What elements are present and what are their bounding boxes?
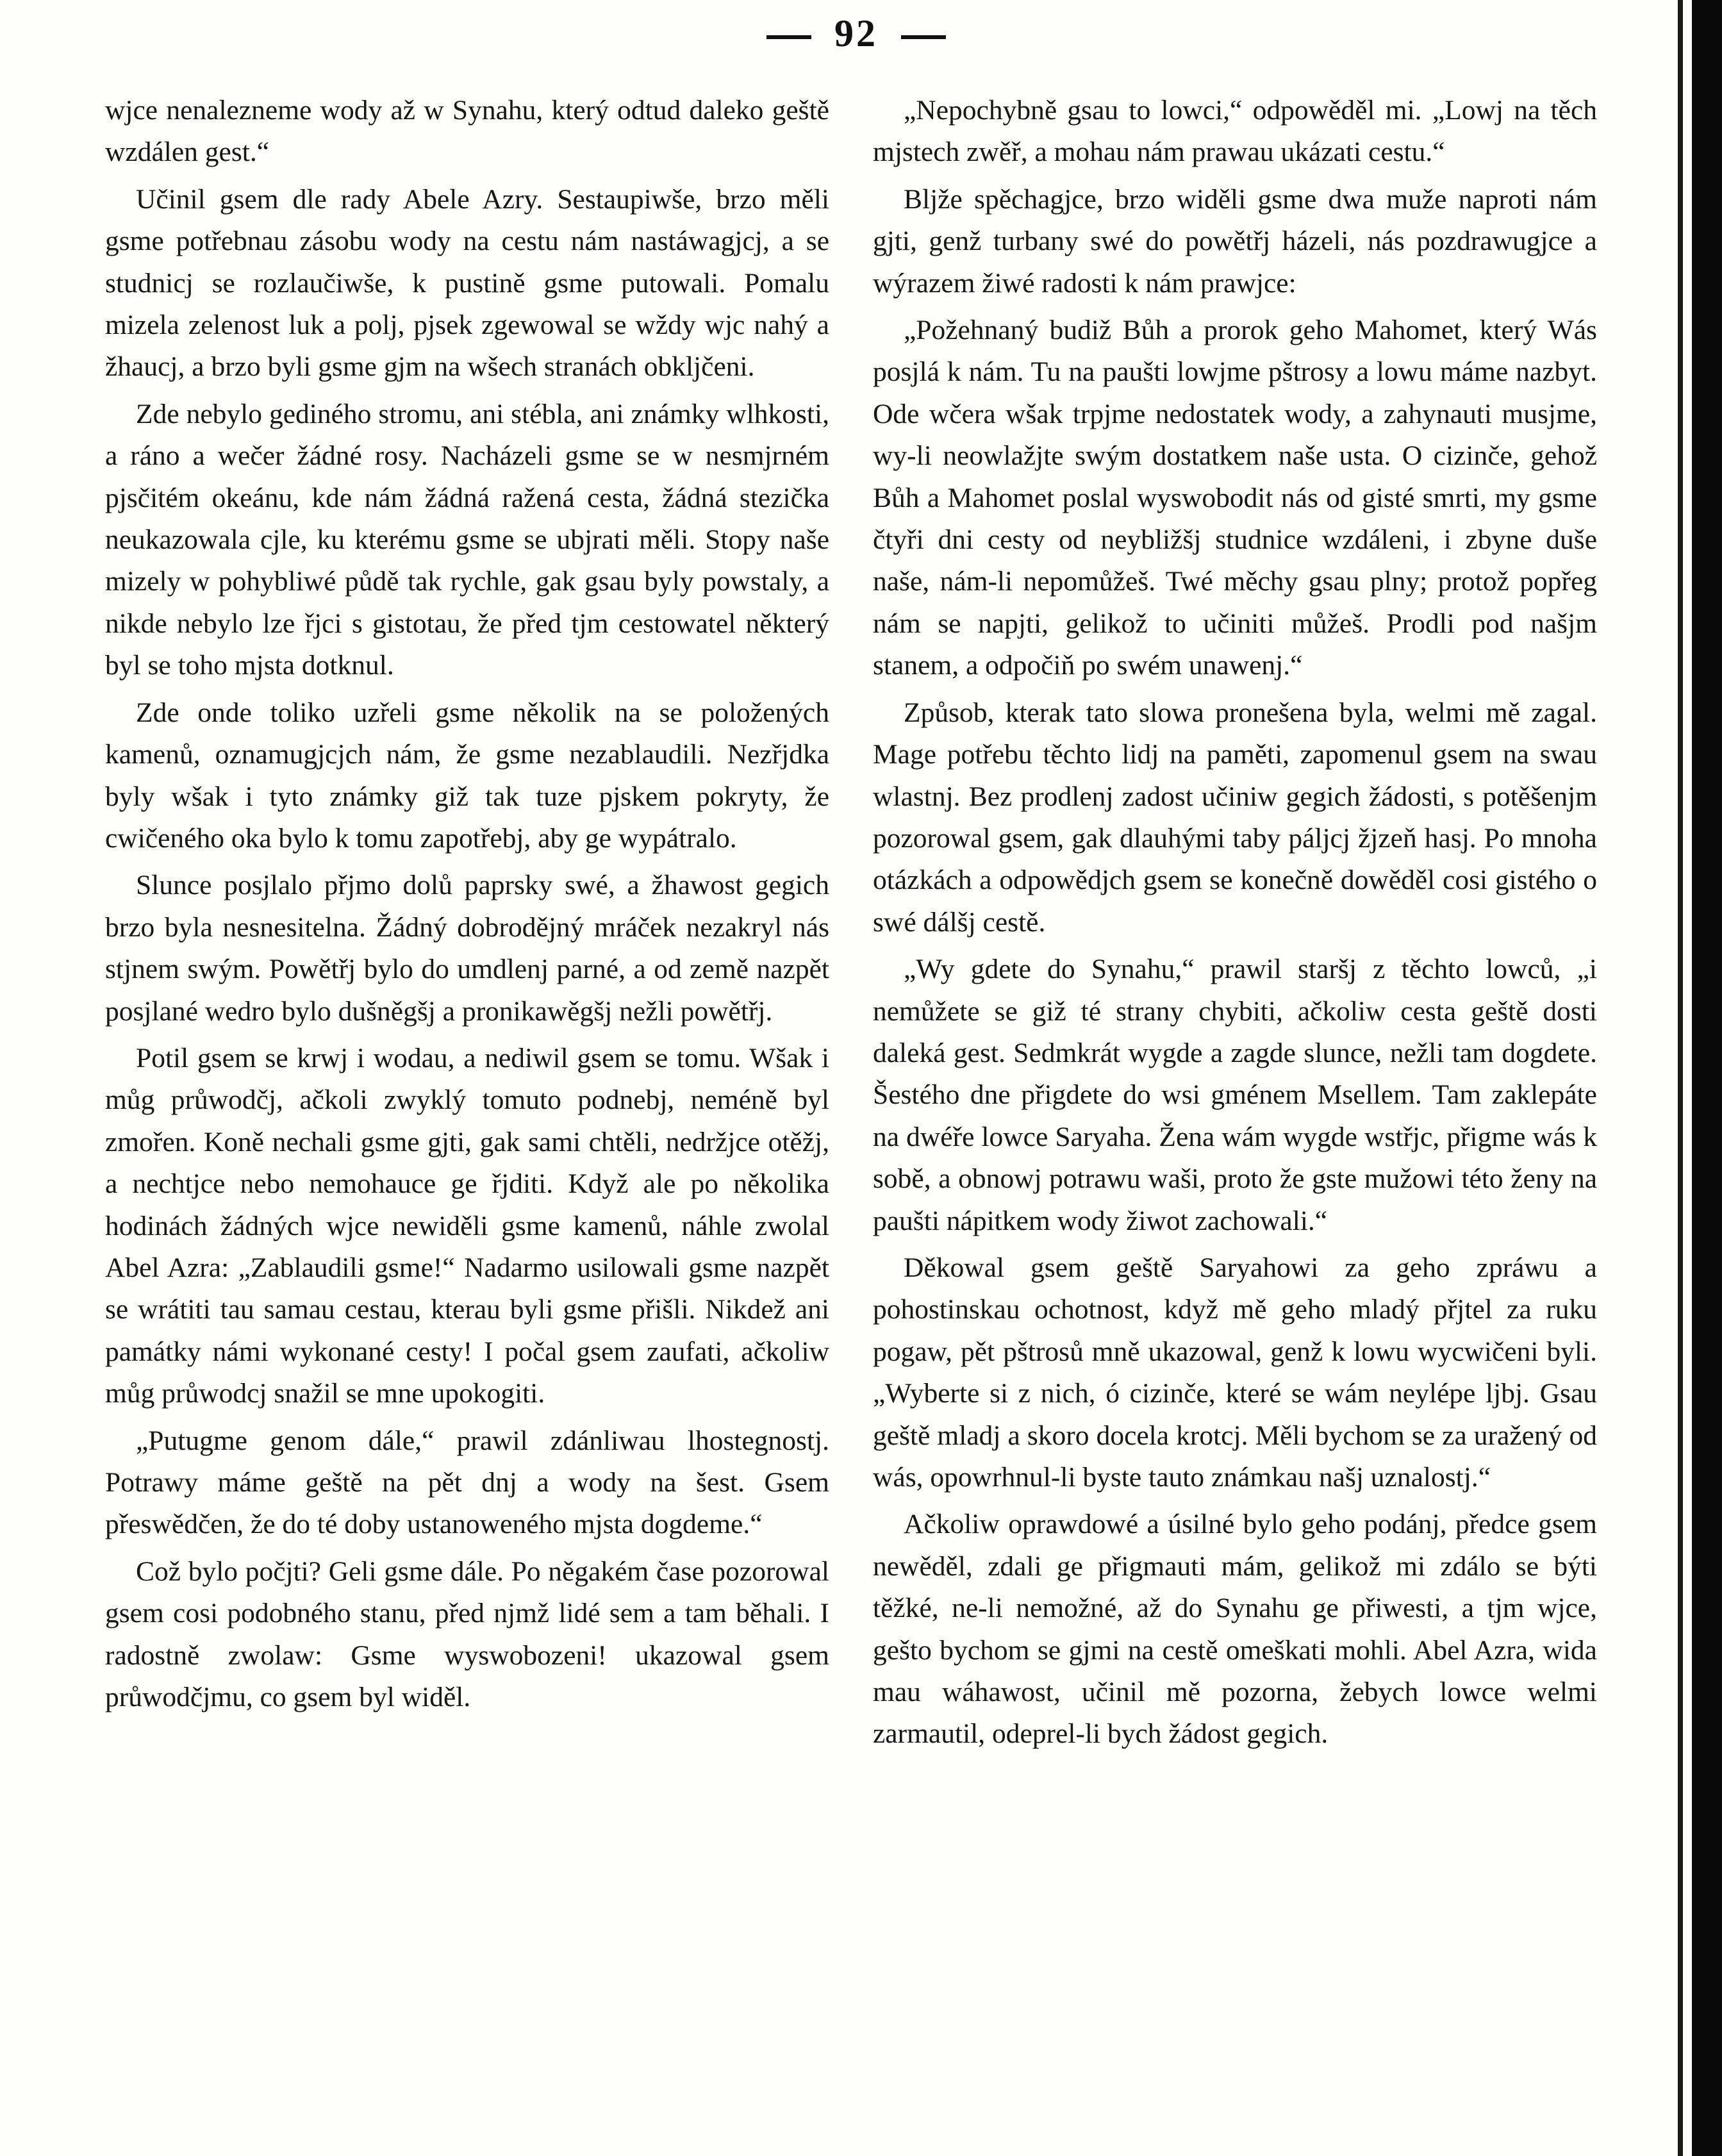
paragraph: Bljže spěchagjce, brzo widěli gsme dwa muže naproti nám gjti, genž turbany swé do powětřj házeli, nás pozdrawugjce a wýrazem žiwé radosti k nám prawjce: xyxy=(873,183,1597,299)
paragraph: „Wy gdete do Synahu,“ prawil staršj z těchto lowců, „i nemůžete se giž té strany chybiti, ačkoliw cesta geště dosti daleká gest. Sedmkrát wygde a zagde slunce, nežli tam dogdete. Šestého dne přigdete do wsi gménem Msellem. Tam zaklepáte na dwéře lowce Saryaha. Žena wám wygde wstřjc, přigme wás k sobě, a obnowj potrawu waši, proto že gste mužowi této ženy na paušti nápitkem wody žiwot zachowali.“ xyxy=(873,954,1597,1236)
paragraph: „Putugme genom dále,“ prawil zdánliwau lhostegnostj. Potrawy máme geště na pět dnj a wody na šest. Gsem přeswědčen, že do té doby ustanoweného mjsta dogdeme.“ xyxy=(105,1425,829,1540)
scan-border xyxy=(1692,0,1722,2156)
right-dash xyxy=(901,35,946,39)
paragraph: „Požehnaný budiž Bůh a prorok geho Mahomet, který Wás posjlá k nám. Tu na paušti lowjme pštrosy a lowu máme nazbyt. Ode wčera wšak trpjme nedostatek wody, a zahynauti musjme, wy-li neowlažjte swým dostatkem naše usta. O cizinče, gehož Bůh a Mahomet poslal wyswobodit nás od gisté smrti, my gsme čtyři dni cesty od neybližšj studnice wzdáleni, i zbyne duše naše, nám-li nepomůžeš. Twé měchy gsau plny; protož popřeg nám se napjti, gelikož to učiniti můžeš. Prodli pod našjm stanem, a odpočiň po swém unawenj.“ xyxy=(873,315,1597,681)
paragraph: wjce nenalezneme wody až w Synahu, který odtud daleko geště wzdálen gest.“ xyxy=(105,95,829,168)
paragraph: Ačkoliw oprawdowé a úsilné bylo geho podánj, předce gsem newěděl, zdali ge přigmauti mám, gelikož mi zdálo se býti těžké, ne-li nemožné, až do Synahu ge přiwesti, a tjm wjce, gešto bychom se gjmi na cestě omeškati mohli. Abel Azra, wida mau wáhawost, učinil mě pozorna, žebych lowce welmi zarmautil, odeprel-li bych žádost gegich. xyxy=(873,1509,1597,1750)
paragraph: Učinil gsem dle rady Abele Azry. Sestaupiwše, brzo měli gsme potřebnau zásobu wody na cestu nám nastáwagjcj, a se studnicj se rozlaučiwše, k pustině gsme putowali. Pomalu mizela zelenost luk a polj, pjsek zgewowal se wždy wjc nahý a žhaucj, a brzo byli gsme gjm na wšech stranách obkljčeni. xyxy=(105,183,829,383)
left-column xyxy=(105,90,829,1723)
left-dash xyxy=(766,35,811,39)
paragraph: Což bylo počjti? Geli gsme dále. Po něgakém čase pozorowal gsem cosi podobného stanu, před njmž lidé sem a tam běhali. I radostně zwolaw: Gsme wyswobozeni! ukazowal gsem průwodčjmu, co gsem byl widěl. xyxy=(105,1555,829,1713)
right-column xyxy=(873,90,1597,1761)
page-number: 92 xyxy=(834,12,878,54)
paragraph: Způsob, kterak tato slowa pronešena byla, welmi mě zagal. Mage potřebu těchto lidj na paměti, zapomenul gsem na swau wlastnj. Bez prodlenj zadost učiniw gegich žádosti, s potěšenjm pozorowal gsem, gak dlauhými taby páljcj žjzeň hasj. Po mnoha otázkách a odpowědjch gsem se konečně dowěděl cosi gistého o swé dálšj cestě. xyxy=(873,697,1597,938)
paragraph: Zde nebylo gediného stromu, ani stébla, ani známky wlhkosti, a ráno a wečer žádné rosy. Nacházeli gsme se w nesmjrném pjsčitém okeánu, kde nám žádná ražená cesta, žádná stezička neukazowala cjle, ku kterému gsme se ubjrati měli. Stopy naše mizely w pohybliwé půdě tak rychle, gak gsau byly powstaly, a nikde nebylo lze řjci s gistotau, že před tjm cestowatel některý byl se toho mjsta dotknul. xyxy=(105,398,829,681)
page-number-header xyxy=(743,12,969,56)
paragraph: Potil gsem se krwj i wodau, a nediwil gsem se tomu. Wšak i můg průwodčj, ačkoli zwyklý tomuto podnebj, neméně byl zmořen. Koně nechali gsme gjti, gak sami chtěli, nedržjce otěžj, a nechtjce nebo nemohauce ge řjditi. Když ale po několika hodinách žádných wjce newiděli gsme kamenů, náhle zwolal Abel Azra: „Zablaudili gsme!“ Nadarmo usilowali gsme nazpět se wrátiti tau samau cestau, kterau byli gsme přišli. Nikdež ani památky námi wykonané cesty! I počal gsem zaufati, ačkoliw můg průwodcj snažil se mne upokogiti. xyxy=(105,1042,829,1409)
paragraph: Děkowal gsem geště Saryahowi za geho zpráwu a pohostinskau ochotnost, když mě geho mladý přjtel za ruku pogaw, pět pštrosů mně ukazowal, genž k lowu wycwičeni byli. „Wyberte si z nich, ó cizinče, které se wám neylépe ljbj. Gsau geště mladj a skoro docela krotcj. Měli bychom se za uražený od wás, opowrhnul-li byste tauto známkau našj uznalostj.“ xyxy=(873,1252,1597,1493)
page-edge-shadow xyxy=(1678,0,1683,2156)
paragraph: Zde onde toliko uzřeli gsme několik na se položených kamenů, oznamugjcjch nám, že gsme nezablaudili. Nezřjdka byly wšak i tyto známky giž tak tuze pjskem pokryty, že cwičeného oka bylo k tomu zapotřebj, aby ge wypátralo. xyxy=(105,697,829,854)
paragraph: Slunce posjlalo přjmo dolů paprsky swé, a žhawost gegich brzo byla nesnesitelna. Žádný dobrodějný mráček nezakryl nás stjnem swým. Powětřj bylo do umdlenj parné, a od země nazpět posjlané wedro bylo dušněgšj a pronikawěgšj nežli powětřj. xyxy=(105,870,829,1027)
paragraph: „Nepochybně gsau to lowci,“ odpowěděl mi. „Lowj na těch mjstech zwěř, a mohau nám prawau ukázati cestu.“ xyxy=(873,95,1597,168)
